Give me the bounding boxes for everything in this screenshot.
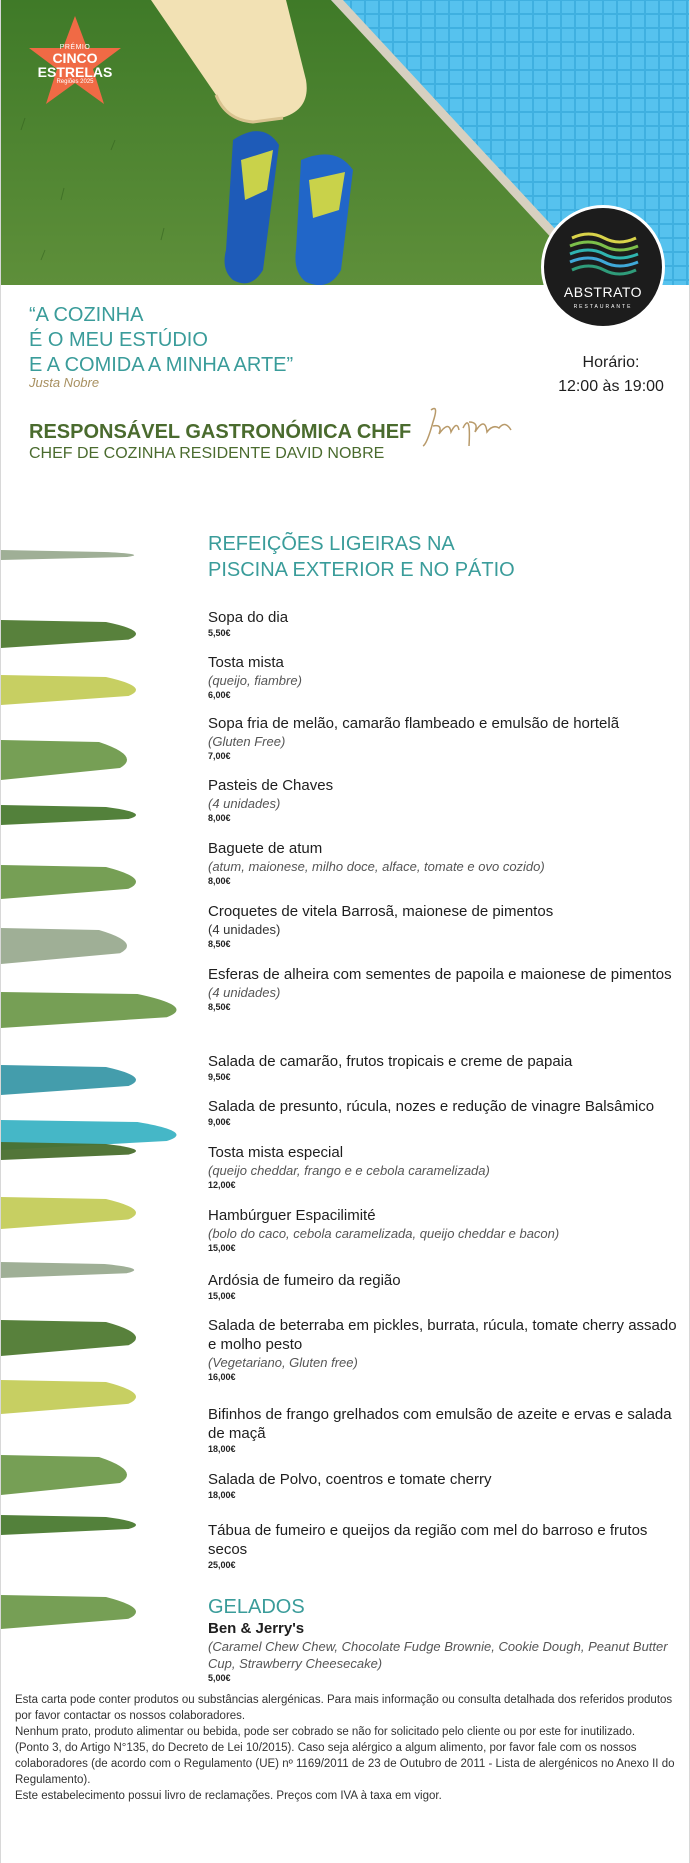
item-price: 9,50€ [208,1072,231,1082]
brush-stroke [1,992,177,1028]
logo-name: ABSTRATO [563,284,643,300]
menu-item [208,1405,686,1455]
item-price: 7,00€ [208,751,231,761]
logo-subtitle: RESTAURANTE [573,304,633,310]
footer-paragraph: Esta carta pode conter produtos ou substâncias alergénicas. Para mais informação ou consulta detalhada dos referidos produtos por favor contactar os nossos colaboradores. [15,1694,673,1722]
brush-stroke [1,865,136,899]
section-title-line-2: PISCINA EXTERIOR E NO PÁTIO [208,559,515,581]
brush-stroke [1,1065,136,1095]
item-price: 8,00€ [208,813,231,823]
item-name: Ben & Jerry's [208,1620,305,1637]
brush-stroke [1,1515,136,1535]
item-name: Salada de camarão, frutos tropicais e creme de papaia [208,1053,573,1070]
abstrato-logo [541,205,665,329]
item-description: (queijo, fiambre) [208,673,302,688]
item-price: 15,00€ [208,1243,236,1253]
item-price: 16,00€ [208,1372,236,1382]
footer-paragraph: Este estabelecimento possui livro de reclamações. Preços com IVA à taxa em vigor. [15,1790,442,1802]
item-price: 8,00€ [208,876,231,886]
item-description: (Gluten Free) [208,734,286,749]
item-name: Sopa do dia [208,609,289,626]
brush-stroke [1,1595,136,1629]
item-name: Salada de Polvo, coentros e tomate cherry [208,1471,492,1488]
item-price: 5,00€ [208,1673,231,1683]
item-description: (Vegetariano, Gluten free) [208,1355,358,1370]
item-name: Sopa fria de melão, camarão flambeado e emulsão de hortelã [208,715,620,732]
item-name: Salada de presunto, rúcula, nozes e redução de vinagre Balsâmico [208,1098,655,1115]
item-price: 8,50€ [208,1002,231,1012]
item-price: 8,50€ [208,939,231,949]
item-price: 9,00€ [208,1117,231,1127]
menu-item [208,1521,686,1571]
item-description: (queijo cheddar, frango e e cebola caramelizada) [208,1163,490,1178]
chef-quote [29,303,293,378]
menu-item [208,1470,686,1501]
brush-stroke [1,1197,136,1229]
brush-stroke [1,1455,127,1495]
chef-title: RESPONSÁVEL GASTRONÓMICA CHEF [29,421,412,443]
menu-item [208,902,686,950]
item-name: Pasteis de Chaves [208,777,334,794]
award-main-2: ESTRELAS [37,64,113,80]
menu-item [208,965,686,1013]
menu-item [208,776,686,824]
brush-stroke [1,928,127,964]
hours-label: Horário: [582,354,640,371]
item-description: (4 unidades) [208,985,281,1000]
item-price: 18,00€ [208,1444,236,1454]
item-price: 18,00€ [208,1490,236,1500]
menu-item [208,653,686,701]
opening-hours [541,351,681,399]
footer-paragraph: (Ponto 3, do Artigo N°135, do Decreto de Lei 10/2015). Caso seja alérgico a algum alimento, por favor fale com os nossos colaboradores (de acordo com o Regulamento (UE) nº 1169/2011 de 23 de Outubro de 2011 - Lista de alergénicos no Anexo II do Regulamento). [15,1742,675,1786]
brush-stroke [1,675,136,705]
section-title-line-1: REFEIÇÕES LIGEIRAS NA [208,533,455,555]
hours-value: 12:00 às 19:00 [558,378,664,395]
menu-item [208,1206,686,1254]
item-name: Esferas de alheira com sementes de papoila e maionese de pimentos [208,966,672,983]
item-price: 6,00€ [208,690,231,700]
item-price: 15,00€ [208,1291,236,1301]
item-description: (4 unidades) [208,922,281,937]
item-name: Tosta mista [208,654,284,671]
award-sub: Regiões [56,79,79,85]
section-title-light-meals [208,531,515,583]
footer-paragraph: Nenhum prato, produto alimentar ou bebida, pode ser cobrado se não for solicitado pelo cliente ou por este for inutilizado. [15,1726,636,1738]
brush-stroke [1,1320,136,1356]
menu-item [208,839,686,887]
brush-stroke [1,620,136,648]
menu-item [208,1052,686,1083]
quote-line-3: E A COMIDA A MINHA ARTE” [29,354,294,376]
quote-author: Justa Nobre [29,375,100,390]
quote-line-2: É O MEU ESTÚDIO [29,329,208,351]
brush-stroke [1,805,136,825]
menu-item [208,1097,686,1128]
brush-stroke [1,1380,136,1414]
brush-stroke [1,740,127,780]
legal-footer [15,1692,679,1804]
menu-item-gelado [208,1619,686,1684]
quote-line-1: “A COZINHA [29,304,144,326]
award-year: 2025 [80,79,94,85]
item-name: Salada de beterraba em pickles, burrata, rúcula, tomate cherry assado e molho pesto [208,1317,677,1353]
section-title-gelados: GELADOS [208,1596,305,1618]
menu-item [208,608,686,639]
award-badge [27,14,123,108]
menu-item [208,1316,686,1383]
menu-item [208,714,686,762]
brush-strokes-decoration [1,520,211,1630]
item-price: 12,00€ [208,1180,236,1190]
brush-stroke [1,1262,134,1278]
item-price: 5,50€ [208,628,231,638]
item-description: (4 unidades) [208,796,281,811]
brush-stroke [1,550,134,560]
item-name: Ardósia de fumeiro da região [208,1272,401,1289]
item-price: 25,00€ [208,1560,236,1570]
item-name: Tábua de fumeiro e queijos da região com mel do barroso e frutos secos [208,1522,648,1558]
award-top: PRÉMIO [59,44,91,51]
item-description: (Caramel Chew Chew, Chocolate Fudge Brownie, Cookie Dough, Peanut Butter Cup, Strawberry Cheesecake) [208,1639,668,1671]
item-name: Baguete de atum [208,840,323,857]
item-description: (bolo do caco, cebola caramelizada, queijo cheddar e bacon) [208,1226,560,1241]
item-name: Bifinhos de frango grelhados com emulsão de azeite e ervas e salada de maçã [208,1406,672,1442]
brush-stroke [1,1142,136,1160]
item-name: Tosta mista especial [208,1144,344,1161]
menu-item [208,1143,686,1191]
menu-item [208,1271,686,1302]
signature-icon [419,402,519,462]
item-description: (atum, maionese, milho doce, alface, tomate e ovo cozido) [208,859,545,874]
item-name: Hambúrguer Espacilimité [208,1207,376,1224]
award-main-1: CINCO [52,50,98,66]
chef-subtitle: CHEF DE COZINHA RESIDENTE DAVID NOBRE [29,445,385,462]
item-name: Croquetes de vitela Barrosã, maionese de pimentos [208,903,554,920]
